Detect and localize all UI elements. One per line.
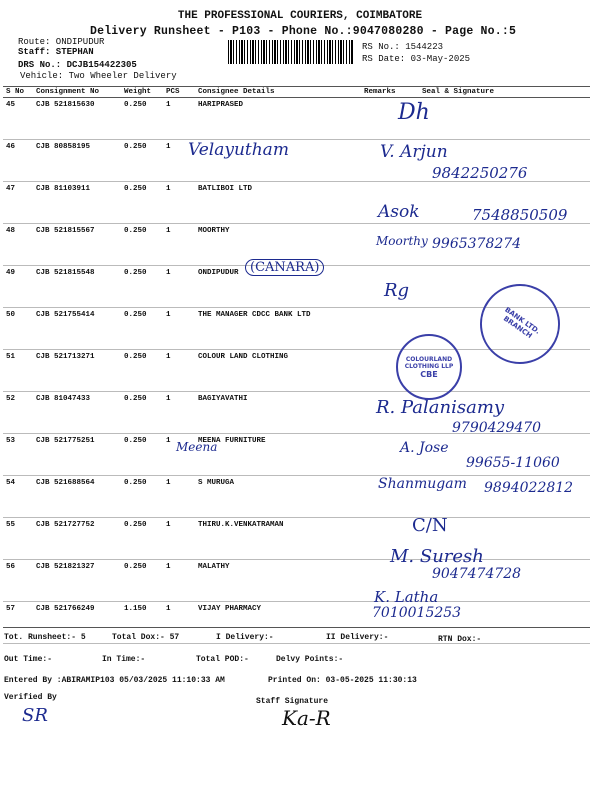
phone-56: 9047474728 xyxy=(432,566,522,582)
col-sno: S No xyxy=(3,87,33,98)
cell-weight: 0.250 xyxy=(121,140,163,182)
cell-weight: 0.250 xyxy=(121,476,163,518)
cell-weight: 0.250 xyxy=(121,350,163,392)
cell-weight: 0.250 xyxy=(121,518,163,560)
cell-sno: 45 xyxy=(3,98,33,140)
cell-weight: 0.250 xyxy=(121,98,163,140)
phone-47: 7548850509 xyxy=(472,206,568,224)
cell-weight: 1.150 xyxy=(121,602,163,644)
cell-sno: 54 xyxy=(3,476,33,518)
cell-weight: 0.250 xyxy=(121,182,163,224)
cell-consignee: MOORTHY xyxy=(195,224,361,266)
in-time: In Time:- xyxy=(102,655,146,664)
cell-weight: 0.250 xyxy=(121,308,163,350)
footer-divider xyxy=(3,627,590,628)
out-time: Out Time:- xyxy=(4,655,53,664)
entered-by: Entered By :ABIRAMIP103 05/03/2025 11:10:33 AM xyxy=(4,676,225,685)
signature-55: C/N xyxy=(412,515,448,536)
cell-cno: CJB 81047433 xyxy=(33,392,121,434)
cell-weight: 0.250 xyxy=(121,392,163,434)
table-row xyxy=(3,602,590,644)
cell-cno: CJB 80858195 xyxy=(33,140,121,182)
cell-cno: CJB 521775251 xyxy=(33,434,121,476)
cell-sno: 52 xyxy=(3,392,33,434)
cell-weight: 0.250 xyxy=(121,434,163,476)
signature-45: Dh xyxy=(398,100,430,125)
verified-by-label: Verified By xyxy=(4,693,57,702)
ii-delivery: II Delivery:- xyxy=(326,633,389,642)
cell-cno: CJB 521815567 xyxy=(33,224,121,266)
cell-sno: 53 xyxy=(3,434,33,476)
total-dox: Total Dox:- 57 xyxy=(112,633,180,642)
cell-cno: CJB 521688564 xyxy=(33,476,121,518)
cell-sno: 51 xyxy=(3,350,33,392)
signature-48: Moorthy xyxy=(376,234,428,248)
col-consignee: Consignee Details xyxy=(195,87,361,98)
cell-weight: 0.250 xyxy=(121,560,163,602)
phone-54: 9894022812 xyxy=(484,480,574,496)
bank-stamp-text: BANK LTD. BRANCH xyxy=(501,305,542,341)
cell-cno: CJB 521713271 xyxy=(33,350,121,392)
signature-56: M. Suresh xyxy=(390,546,484,567)
clothing-stamp xyxy=(396,334,462,400)
cell-sno: 47 xyxy=(3,182,33,224)
cell-weight: 0.250 xyxy=(121,266,163,308)
cell-consignee: BAGIYAVATHI xyxy=(195,392,361,434)
cell-pcs: 1 xyxy=(163,224,195,266)
cell-consignee: MEENA FURNITURE xyxy=(195,434,361,476)
cell-sno: 56 xyxy=(3,560,33,602)
tot-runsheet: Tot. Runsheet:- 5 xyxy=(4,633,86,642)
staff-signature-label: Staff Signature xyxy=(256,697,329,706)
clothing-stamp-city: CBE xyxy=(420,369,438,379)
cell-pcs: 1 xyxy=(163,560,195,602)
cell-pcs: 1 xyxy=(163,140,195,182)
cell-pcs: 1 xyxy=(163,602,195,644)
cell-cno: CJB 521727752 xyxy=(33,518,121,560)
barcode xyxy=(228,40,353,64)
cell-consignee: S MURUGA xyxy=(195,476,361,518)
rs-number: RS No.: 1544223 xyxy=(362,42,444,52)
cell-pcs: 1 xyxy=(163,182,195,224)
cell-consignee: HARIPRASED xyxy=(195,98,361,140)
table-row xyxy=(3,518,590,560)
phone-53: 99655-11060 xyxy=(466,455,560,471)
table-header-row xyxy=(3,87,590,98)
cell-weight: 0.250 xyxy=(121,224,163,266)
clothing-stamp-text: COLOURLAND CLOTHING LLP xyxy=(404,355,454,370)
cell-consignee: VIJAY PHARMACY xyxy=(195,602,361,644)
canara-note: (CANARA) xyxy=(245,259,324,276)
phone-57: 7010015253 xyxy=(372,605,462,621)
cell-cno: CJB 521755414 xyxy=(33,308,121,350)
signature-52: R. Palanisamy xyxy=(376,397,505,418)
cell-consignee: BATLIBOI LTD xyxy=(195,182,361,224)
cell-sno: 49 xyxy=(3,266,33,308)
verified-signature: SR xyxy=(22,705,48,726)
staff-signature: Ka-R xyxy=(282,706,331,730)
table-row xyxy=(3,98,590,140)
cell-pcs: 1 xyxy=(163,518,195,560)
phone-46: 9842250276 xyxy=(432,164,528,182)
cell-consignee: MALATHY xyxy=(195,560,361,602)
signature-54: Shanmugam xyxy=(378,476,467,492)
cell-cno: CJB 521821327 xyxy=(33,560,121,602)
cell-consignee: ONDIPUDUR xyxy=(195,266,361,308)
handwritten-name-53: Meena xyxy=(176,440,218,454)
col-signature: Seal & Signature xyxy=(419,87,590,98)
phone-52: 9790429470 xyxy=(452,420,542,436)
cell-cno: CJB 521815548 xyxy=(33,266,121,308)
cell-cno: CJB 521815630 xyxy=(33,98,121,140)
printed-on: Printed On: 03-05-2025 11:30:13 xyxy=(268,676,417,685)
cell-sno: 48 xyxy=(3,224,33,266)
cell-pcs: 1 xyxy=(163,266,195,308)
rs-date: RS Date: 03-May-2025 xyxy=(362,54,471,64)
cell-pcs: 1 xyxy=(163,308,195,350)
cell-sno: 50 xyxy=(3,308,33,350)
signature-49: Rg xyxy=(384,280,410,301)
cell-consignee: THE MANAGER CDCC BANK LTD xyxy=(195,308,361,350)
signature-57: K. Latha xyxy=(374,588,439,606)
drs-number: DRS No.: DCJB154422305 xyxy=(18,60,137,70)
col-consignment: Consignment No xyxy=(33,87,121,98)
signature-53: A. Jose xyxy=(400,440,449,456)
cell-sno: 57 xyxy=(3,602,33,644)
cell-cno: CJB 81103911 xyxy=(33,182,121,224)
cell-pcs: 1 xyxy=(163,476,195,518)
cell-pcs: 1 xyxy=(163,98,195,140)
col-remarks: Remarks xyxy=(361,87,419,98)
cell-signature xyxy=(419,98,590,140)
delvy-points: Delvy Points:- xyxy=(276,655,344,664)
staff: Staff: STEPHAN xyxy=(18,47,94,57)
route: Route: ONDIPUDUR xyxy=(18,37,105,47)
cell-sno: 46 xyxy=(3,140,33,182)
cell-pcs: 1 xyxy=(163,350,195,392)
vehicle: Vehicle: Two Wheeler Delivery xyxy=(20,71,177,81)
col-weight: Weight xyxy=(121,87,163,98)
company-name: THE PROFESSIONAL COURIERS, COIMBATORE xyxy=(177,10,423,22)
cell-pcs: 1 xyxy=(163,392,195,434)
handwritten-consignee-46: Velayutham xyxy=(188,140,289,160)
signature-46: V. Arjun xyxy=(380,142,448,162)
runsheet-title: Delivery Runsheet - P103 - Phone No.:9047080280 - Page No.:5 xyxy=(90,25,517,38)
cell-cno: CJB 521766249 xyxy=(33,602,121,644)
signature-47: Asok xyxy=(378,202,420,222)
i-delivery: I Delivery:- xyxy=(216,633,274,642)
cell-consignee: COLOUR LAND CLOTHING xyxy=(195,350,361,392)
cell-pcs: 1 xyxy=(163,434,195,476)
phone-48: 9965378274 xyxy=(432,236,522,252)
col-pcs: PCS xyxy=(163,87,195,98)
rtn-dox: RTN Dox:- xyxy=(438,635,482,644)
cell-sno: 55 xyxy=(3,518,33,560)
total-pod: Total POD:- xyxy=(196,655,249,664)
cell-consignee: THIRU.K.VENKATRAMAN xyxy=(195,518,361,560)
